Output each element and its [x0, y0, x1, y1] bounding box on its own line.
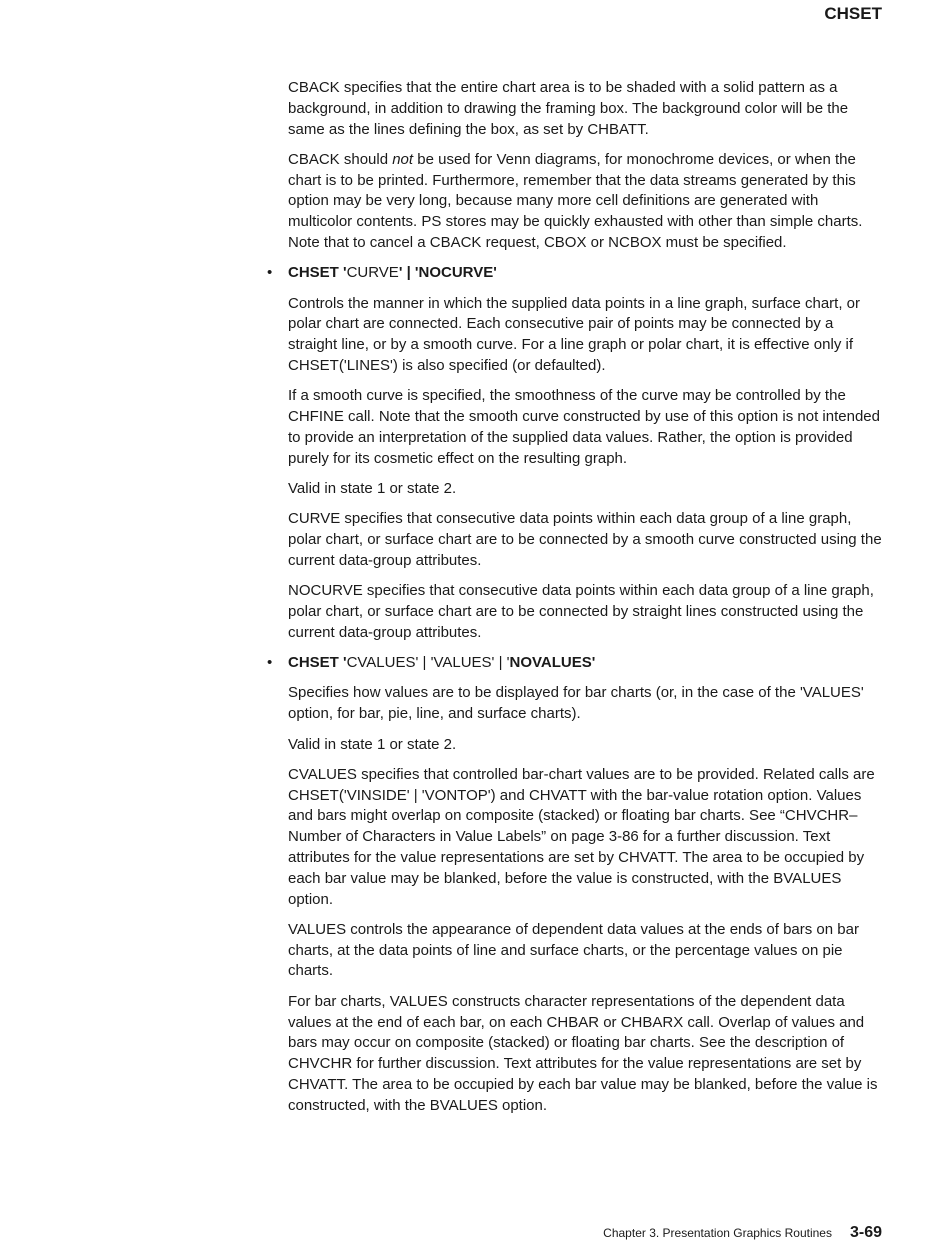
heading-quote: ' — [591, 654, 596, 672]
bullet-icon: • — [267, 264, 273, 282]
text-segment: CBACK should — [288, 150, 393, 168]
heading-option-cvalues: CVALUES — [346, 654, 416, 672]
paragraph-curve-intro: Controls the manner in which the supplied data points in a line graph, surface chart, or polar chart are connected. Each consecutive pair of points may be connected by a straight line, or by a smooth curve. For a line graph or polar chart, it is effective only if CHSET('LINES') is also specified (or defaulted). — [288, 294, 860, 375]
footer-chapter-title: Chapter 3. Presentation Graphics Routines — [603, 1226, 832, 1240]
emphasis-not: not — [392, 150, 414, 168]
paragraph-cback-description: CBACK specifies that the entire chart area is to be shaded with a solid pattern as a background, in addition to drawing the framing box. The background color will be the same as the lines defining the box, as set by CHBATT. — [288, 79, 849, 138]
paragraph-curve-smoothness: If a smooth curve is specified, the smoothness of the curve may be controlled by the CHFINE call. Note that the smooth curve constructed by use of this option is not intended to provide an interpretation of the supplied data values. Rather, the option is provided purely for its cosmetic effect on the resulting graph. — [288, 387, 880, 467]
paragraph-nocurve-definition: NOCURVE specifies that consecutive data points within each data group of a line graph, polar chart, or surface chart are to be connected by straight lines constructed using the current data-group attributes. — [288, 582, 874, 641]
paragraph-cvalues-valid-state: Valid in state 1 or state 2. — [288, 735, 457, 753]
page-number: 3-69 — [849, 1224, 882, 1241]
bullet-icon: • — [267, 654, 273, 672]
page-footer — [603, 1224, 882, 1242]
paragraph-values-definition: VALUES controls the appearance of dependent data values at the ends of bars on bar charts, at the data points of line and surface charts, or the percentage values on pie charts. — [288, 920, 859, 980]
paragraph-values-bar-charts: For bar charts, VALUES constructs character representations of the dependent data values at the end of each bar, on each CHBAR or CHBARX call. Overlap of values and bars may occur on composite (stacked) or floating bar charts. See the description of CHVCHR for further discussion. Text attributes for the value representations are set by CHVATT. The area to be occupied by each bar value may be blanked, before the value is constructed, with the BVALUES option. — [288, 992, 878, 1114]
text-segment: be used for Venn diagrams, for monochrome devices, or when the chart is to be printed. Furthermore, remember that the data streams generated by this option may be very long, because many more cell definitions are generated with multicolor contents. PS stores may be quickly exhausted with other than simple charts. Note that to cancel a CBACK request, CBOX or NCBOX must be specified. — [288, 150, 863, 252]
option-heading-curve — [267, 263, 884, 284]
paragraph-cvalues-intro: Specifies how values are to be displayed for bar charts (or, in the case of the 'VALUES' option, for bar, pie, line, and surface charts). — [288, 684, 864, 723]
paragraph-cback-warning — [288, 150, 884, 254]
heading-option-nocurve: NOCURVE — [418, 264, 494, 282]
paragraph-curve-definition: CURVE specifies that consecutive data points within each data group of a line graph, polar chart, or surface chart are to be connected by a smooth curve constructed using the current data-group attributes. — [288, 510, 882, 569]
heading-separator: ' | ' — [398, 264, 419, 282]
option-heading-cvalues — [267, 653, 884, 674]
heading-keyword: CHSET — [288, 264, 339, 282]
page-header-title: CHSET — [824, 4, 882, 23]
heading-quote: ' — [338, 264, 347, 282]
heading-separator: ' | 'VALUES' | ' — [415, 654, 510, 672]
paragraph-cvalues-definition: CVALUES specifies that controlled bar-chart values are to be provided. Related calls are CHSET('VINSIDE' | 'VONTOP') and CHVATT with the bar-value rotation option. Values and bars might overlap on composite (stacked) or floating bar charts. See “CHVCHR–Number of Characters in Value Labels” on page 3-86 for a further discussion. Text attributes for the value representations are set by CHVATT. The area to be occupied by each bar value may be blanked, before the value is constructed, with the BVALUES option. — [288, 765, 875, 908]
heading-quote: ' — [338, 654, 347, 672]
paragraph-curve-valid-state: Valid in state 1 or state 2. — [288, 480, 457, 498]
document-body — [267, 78, 884, 1126]
heading-option-novalues: NOVALUES — [509, 654, 592, 672]
heading-keyword: CHSET — [288, 654, 339, 672]
heading-option-curve: CURVE — [346, 264, 399, 282]
heading-quote: ' — [493, 264, 497, 282]
